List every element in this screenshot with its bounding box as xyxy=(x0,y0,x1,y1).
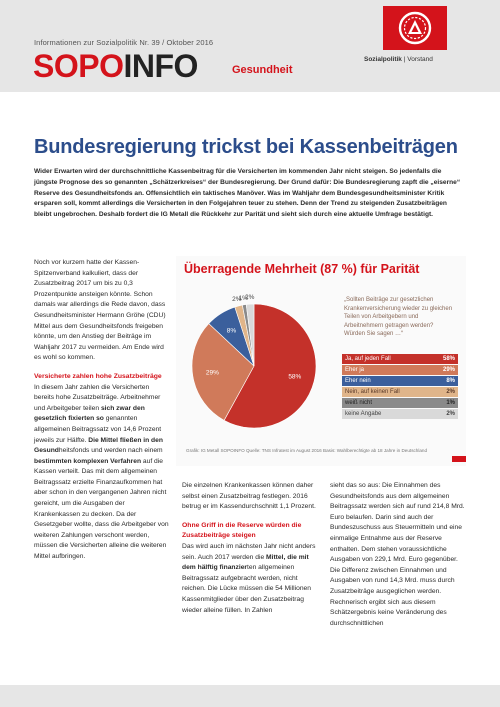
legend-row xyxy=(342,387,458,397)
chart-question: „Sollten Beiträge zur gesetzlichen Krankenversicherung wieder zu gleichen Teilen von Arbeitgebern und Arbeitnehmern getragen werden? Würden Sie sagen …“ xyxy=(344,297,453,338)
logo-sopo: SOPO xyxy=(33,48,124,84)
col1-paragraph-1: Noch vor kurzem hatte der Kassen-Spitzenverband kalkuliert, dass der Zusatzbeitrag 2017 um bis zu 0,3 Prozentpunkte ansteigen könnte. Schon damals war allerdings die Rede davon, dass Gesundheitsminister Hermann Gröhe (CDU) Mittel aus dem Gesundheitsfonds freigeben könnte, um den Anstieg der Beiträge im Wahljahr 2017 zu vermeiden. Am Ende wird es wohl so kommen. xyxy=(34,259,166,362)
legend-row xyxy=(342,376,458,386)
poll-chart xyxy=(176,256,466,466)
col1-subheading: Versicherte zahlen hohe Zusatzbeiträge xyxy=(34,372,162,380)
legend-row xyxy=(342,398,458,408)
slice-value-label: 58% xyxy=(288,373,302,381)
sopoinfo-logo xyxy=(33,50,198,82)
logo-subtitle: Gesundheit xyxy=(232,64,293,76)
legend-row xyxy=(342,409,458,419)
chart-legend xyxy=(342,354,458,420)
legend-label: Eher ja xyxy=(345,367,365,373)
slice-value-label: 2% xyxy=(244,294,255,302)
text-column-1 xyxy=(34,258,170,566)
legend-label: Ja, auf jeden Fall xyxy=(345,356,391,362)
legend-row xyxy=(342,365,458,375)
legend-value: 2% xyxy=(446,411,455,417)
department-label xyxy=(364,56,433,63)
legend-label: keine Angabe xyxy=(345,411,382,417)
article-lead: Wider Erwarten wird der durchschnittliche Kassenbeitrag für die Versicherten im kommenden Jahr nicht steigen. So jedenfalls die jüngste Prognose des so genannten „Schätzerkreises“ der Bundesregierung. Der Grund dafür: Die Bundesregierung zapft die „eiserne“ Reserve des Gesundheitsfonds an. Offensichtlich ein taktisches Manöver. Was im Wahljahr dem Bundesgesundheitsminister Kritik ersparen soll, kommt allerdings die Versicherten in den Folgejahren teuer zu stehen. Denn der Trend zu steigenden Zusatzbeiträgen bleibt ungebrochen. Deshalb fordert die IG Metall die Rückkehr zur Parität und sieht sich durch eine aktuelle Umfrage bestätigt. xyxy=(34,168,461,219)
legend-label: Eher nein xyxy=(345,378,371,384)
text-column-3 xyxy=(330,481,466,632)
legend-value: 2% xyxy=(446,389,455,395)
issue-info-line: Informationen zur Sozialpolitik Nr. 39 / Oktober 2016 xyxy=(34,38,214,47)
chart-corner-tag xyxy=(452,456,466,462)
legend-value: 58% xyxy=(442,356,455,362)
col2-paragraph-1: Die einzelnen Krankenkassen können daher selbst einen Zusatzbeitrag festlegen. 2016 betrug er im Kassendurchschnitt 1,1 Prozent. xyxy=(182,482,316,511)
text-column-2 xyxy=(182,481,318,619)
legend-value: 1% xyxy=(446,400,455,406)
department-rest: | Vorstand xyxy=(401,56,433,63)
logo-info: INFO xyxy=(123,48,198,84)
col3-paragraph-1: sieht das so aus: Die Einnahmen des Gesundheitsfonds aus dem allgemeinen Beitragssatz werden sich auf rund 214,8 Mrd. Euro belaufen. Darin sind auch der Bundeszuschuss aus Steuermitteln und eine einmalige Entnahme aus der Reserve enthalten. Dem stehen voraussichtliche Ausgaben von 229,1 Mrd. Euro gegenüber. Die Differenz zwischen Einnahmen und Ausgaben von rund 14,3 Mrd. muss durch Zusatzbeiträge ausgeglichen werden. Rechnerisch ergibt sich aus diesem Schätzergebnis keine Veränderung des durchschnittlichen xyxy=(330,482,465,627)
department-bold: Sozialpolitik xyxy=(364,56,402,63)
slice-value-label: 1% xyxy=(238,294,248,302)
col2-paragraph-2: Das wird auch im nächsten Jahr nicht anders sein. Auch 2017 werden die Mittel, die mit dem hälftig finanzierten allgemeinen Beitragssatz aufgebracht werden, nicht reichen. Die Lücke müssen die 54 Millionen Kassenmitglieder über den Zusatzbeitrag wieder alleine füllen. In Zahlen xyxy=(182,542,316,614)
legend-value: 29% xyxy=(442,367,455,373)
article-headline: Bundesregierung trickst bei Kassenbeiträgen xyxy=(34,136,458,158)
slice-value-label: 2% xyxy=(232,296,242,304)
legend-row xyxy=(342,354,458,364)
legend-value: 8% xyxy=(446,378,455,384)
col2-subheading: Ohne Griff in die Reserve würden die Zusatzbeiträge steigen xyxy=(182,521,302,540)
chart-source: Grafik: IG Metall SOPOINFO Quelle: TNS Infratest im August 2016 Basis: Wahlberechtigte ab 18 Jahre in Deutschland xyxy=(186,448,428,453)
slice-value-label: 8% xyxy=(226,327,237,335)
chart-title: Überragende Mehrheit (87 %) für Parität xyxy=(184,262,420,276)
legend-label: weiß nicht xyxy=(345,400,373,406)
col1-paragraph-2: In diesem Jahr zahlen die Versicherten bereits hohe Zusatzbeiträge. Arbeitnehmer und Arbeitgeber teilen sich zwar den gesetzlich fixierten so genannten allgemeinen Beitragssatz von 14,6 Prozent jeweils zur Hälfte. Die Mittel fließen in den Gesundheitsfonds und werden nach einem bestimmten komplexen Verfahren auf die Kassen verteilt. Das mit dem allgemeinen Beitragssatz erzielte Finanzaufkommen hat aber schon in den vergangenen Jahren nicht gereicht, um die Ausgaben der Krankenkassen zu decken. Da der Gesetzgeber wollte, dass die Arbeitgeber von weiteren Zahlungen verschont werden, müssen die Versicherten alleine die weiteren Mittel aufbringen. xyxy=(34,383,169,561)
footer-band xyxy=(0,685,500,707)
slice-value-label: 29% xyxy=(205,369,219,377)
legend-label: Nein, auf keinen Fall xyxy=(345,389,400,395)
ig-metall-logo-icon xyxy=(383,6,447,50)
